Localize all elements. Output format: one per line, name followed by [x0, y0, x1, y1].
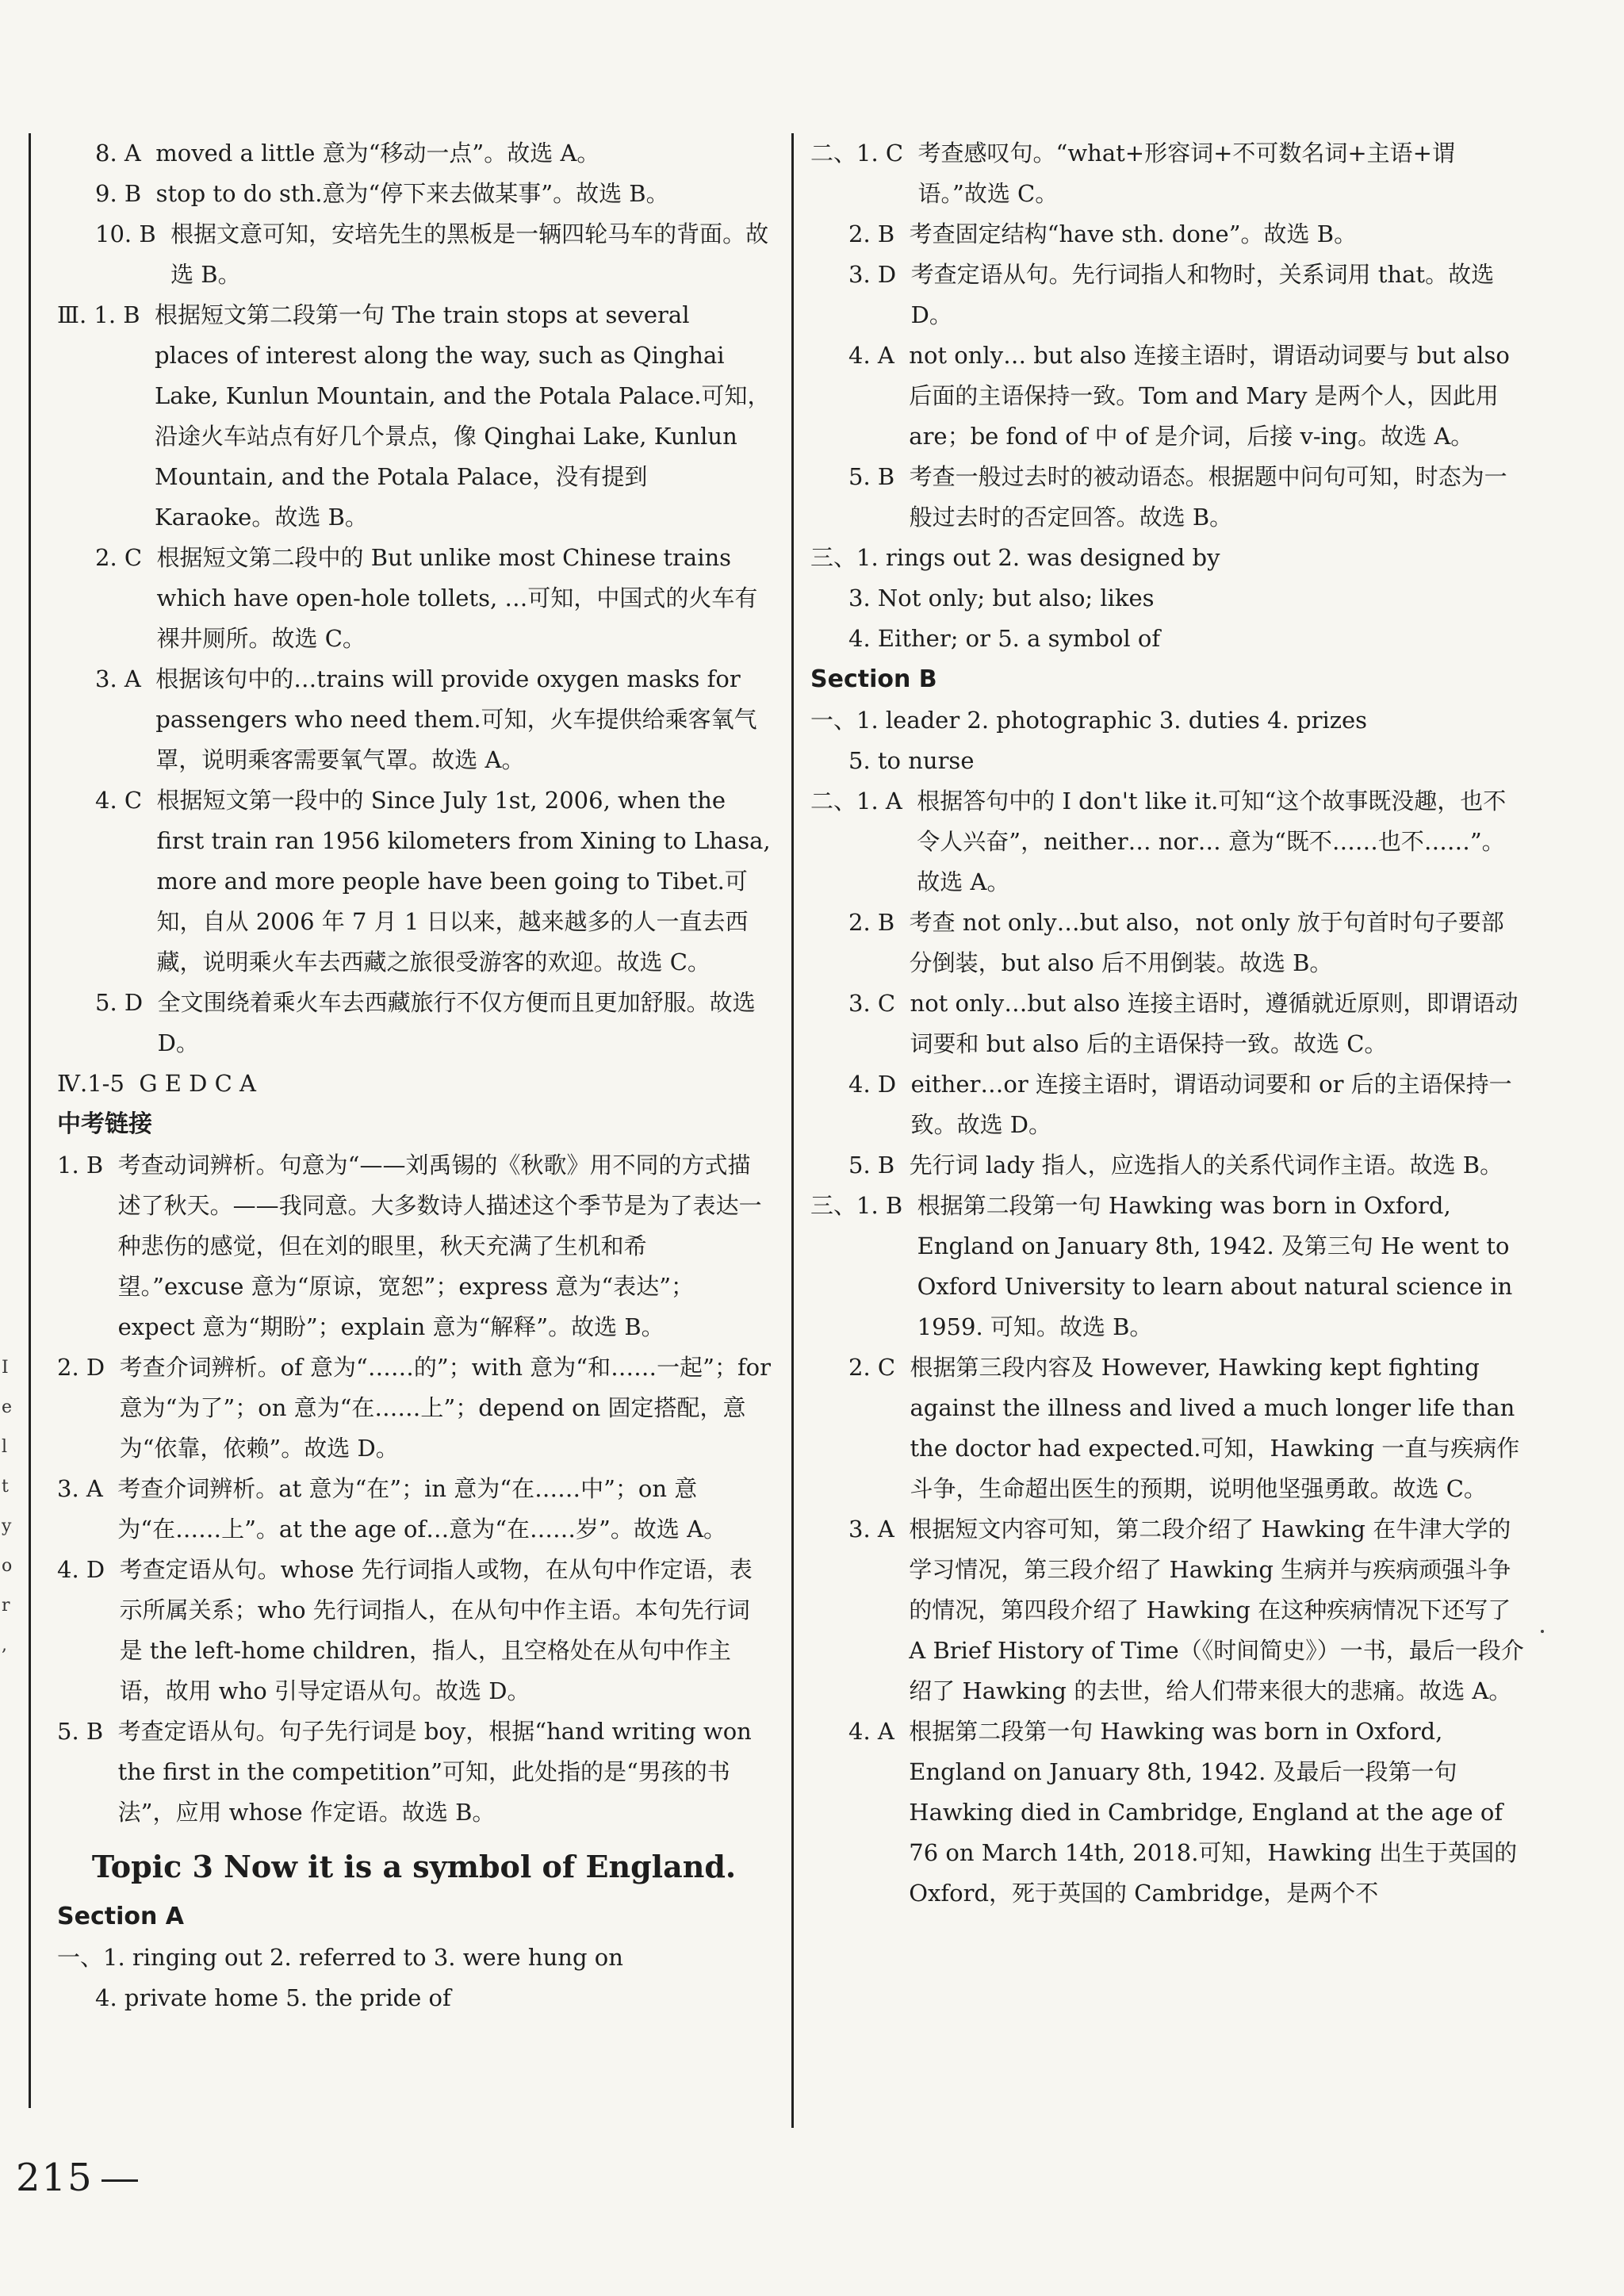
answer-number: 三、1. — [810, 544, 886, 571]
answer-item — [810, 1145, 1524, 1186]
section-heading: Section A — [57, 1903, 184, 1930]
answer-explanation: 先行词 lady 指人，应选指人的关系代词作主语。故选 B。 — [909, 1152, 1503, 1179]
answer-explanation: 根据短文第二段中的 But unlike most Chinese trains which have open-hole tollets, …可知，中国式的火车有裸井厕所。故选 C。 — [156, 544, 758, 652]
answer-explanation: moved a little 意为“移动一点”。故选 A。 — [155, 140, 600, 167]
answer-item — [810, 1186, 1524, 1347]
margin-letter: o — [2, 1556, 13, 1576]
answer-explanation: 根据第三段内容及 However, Hawking kept fighting against the illness and lived a much longer life than the doctor had expected.可知，Hawking 一直与疾病作斗争，生命超出医生的预期，说明他坚强勇敢。故选 C。 — [910, 1354, 1520, 1502]
answer-number: 2. C — [95, 544, 157, 571]
section-heading: 中考链接 — [57, 1110, 152, 1138]
answer-explanation: 考查介词辨析。of 意为“……的”；with 意为“和……一起”；for 意为“为了”；on 意为“在……上”；depend on 固定搭配，意为“依靠，依赖”。故选 D。 — [119, 1354, 771, 1462]
answer-number: 二、1. A — [810, 788, 917, 815]
answer-item — [810, 457, 1524, 538]
answer-explanation: rings out 2. was designed by — [885, 544, 1220, 571]
answer-number: 4. C — [95, 787, 157, 814]
answer-explanation: 根据第二段第一句 Hawking was born in Oxford, England on January 8th, 1942. 及第三句 He went to Oxford University to learn about natural science in 1959. 可知。故选 B。 — [917, 1192, 1513, 1340]
page-number-dash — [102, 2179, 138, 2182]
answer-explanation: 根据答句中的 I don't like it.可知“这个故事既没趣，也不令人兴奋”，neither… nor… 意为“既不……也不……”。故选 A。 — [917, 788, 1507, 895]
answer-item — [810, 619, 1524, 659]
answer-item — [810, 741, 1524, 781]
answer-number: 1. B — [57, 1152, 118, 1179]
answer-explanation: 4. private home 5. the pride of — [95, 1984, 451, 2011]
answer-number: 二、1. C — [810, 140, 918, 167]
answer-item — [810, 255, 1524, 335]
binding-margin-letters — [2, 1348, 17, 1665]
answer-explanation: 考查定语从句。句子先行词是 boy，根据“hand writing won the first in the competition”可知，此处指的是“男孩的书法”，应用 whose 作定语。故选 B。 — [117, 1718, 752, 1826]
answer-explanation: 5. to nurse — [848, 747, 975, 774]
answer-explanation: stop to do sth.意为“停下来去做某事”。故选 B。 — [155, 180, 669, 207]
answer-number: 3. A — [57, 1475, 118, 1502]
answer-number: 5. D — [95, 989, 158, 1016]
answer-explanation: 考查动词辨析。句意为“——刘禹锡的《秋歌》用不同的方式描述了秋天。——我同意。大多数诗人描述这个季节是为了表达一种悲伤的感觉，但在刘的眼里，秋天充满了生机和希望。”excuse 意为“原谅，宽恕”；express 意为“表达”；expect 意为“期盼”；explain 意为“解释”。故选 B。 — [117, 1152, 762, 1340]
answer-item — [810, 1509, 1524, 1711]
answer-explanation: ringing out 2. referred to 3. were hung on — [132, 1944, 623, 1971]
answer-number: 2. C — [848, 1354, 910, 1381]
margin-letter: y — [2, 1516, 12, 1536]
left-margin-rule — [29, 133, 31, 2108]
answer-item — [57, 1064, 771, 1104]
answer-number: 3. A — [848, 1516, 910, 1543]
answer-item — [57, 1145, 771, 1347]
answer-number: 4. D — [57, 1556, 120, 1583]
answer-item — [57, 133, 771, 174]
answer-explanation: 全文围绕着乘火车去西藏旅行不仅方便而且更加舒服。故选 D。 — [157, 989, 756, 1056]
answer-item — [810, 903, 1524, 983]
stray-dot — [1541, 1630, 1544, 1633]
answer-explanation: 根据短文第一段中的 Since July 1st, 2006, when the first train ran 1956 kilometers from Xining to Lhasa, more and more people have been going to Tibet.可知，自从 2006 年 7 月 1 日以来，越来越多的人一直去西藏，说明乘火车去西藏之旅很受游客的欢迎。故选 C。 — [156, 787, 771, 976]
answer-explanation: 根据该句中的…trains will provide oxygen masks for passengers who need them.可知，火车提供给乘客氧气罩，说明乘客需要氧气罩。故选 A。 — [155, 665, 757, 773]
answer-item — [57, 1550, 771, 1711]
answer-number: 2. D — [57, 1354, 120, 1381]
answer-number: 一、1. — [57, 1944, 132, 1971]
answer-number: 8. A — [95, 140, 156, 167]
answer-item — [57, 1711, 771, 1833]
answer-number: 10. B — [95, 220, 171, 247]
answer-item — [810, 781, 1524, 903]
answer-number: 2. B — [848, 909, 910, 936]
margin-letter: , — [2, 1635, 7, 1655]
column-divider — [791, 133, 794, 2128]
answer-explanation: 根据文意可知，安培先生的黑板是一辆四轮马车的背面。故选 B。 — [170, 220, 769, 288]
answer-item — [810, 1711, 1524, 1914]
answer-number: 4. A — [848, 342, 910, 369]
answer-number: Ⅲ. 1. B — [57, 301, 155, 328]
margin-letter: e — [2, 1397, 13, 1417]
right-column — [810, 133, 1524, 1914]
answer-item — [57, 174, 771, 214]
answer-explanation: 考查定语从句。先行词指人和物时，关系词用 that。故选 D。 — [910, 261, 1495, 328]
answer-number: 一、1. — [810, 707, 886, 734]
answer-explanation: 根据短文第二段第一句 The train stops at several places of interest along the way, such as Qinghai Lake, Kunlun Mountain, and the Potala Palace.可知，沿途火车站点有好几个景点，像 Qinghai Lake, Kunlun Mountain, and the Potala Palace，没有提到 Karaoke。故选 B。 — [155, 301, 771, 531]
answer-explanation: 4. Either; or 5. a symbol of — [848, 625, 1161, 652]
answer-number: 3. A — [95, 665, 156, 692]
margin-letter: r — [2, 1596, 10, 1616]
answer-item — [810, 983, 1524, 1064]
answer-item — [810, 1347, 1524, 1509]
answer-explanation: not only…but also 连接主语时，遵循就近原则，即谓语动词要和 but also 后的主语保持一致。故选 C。 — [910, 990, 1519, 1057]
answer-explanation: 考查介词辨析。at 意为“在”；in 意为“在……中”；on 意为“在……上”。at the age of…意为“在……岁”。故选 A。 — [117, 1475, 727, 1543]
answer-item — [57, 295, 771, 538]
answer-explanation: 考查定语从句。whose 先行词指人或物，在从句中作定语，表示所属关系；who 先行词指人，在从句中作主语。本句先行词是 the left-home children，指人，且空格处在从句中作主语，故用 who 引导定语从句。故选 D。 — [119, 1556, 753, 1704]
answer-item — [810, 578, 1524, 619]
answer-item — [810, 133, 1524, 214]
answer-number: 9. B — [95, 180, 156, 207]
answer-explanation: 根据短文内容可知，第二段介绍了 Hawking 在牛津大学的学习情况，第三段介绍了 Hawking 生病并与疾病顽强斗争的情况，第四段介绍了 Hawking 在这种疾病情况下还写了 A Brief History of Time（《时间简史》）一书，最后一段介绍了 Hawking 的去世，给人们带来很大的悲痛。故选 A。 — [909, 1516, 1524, 1704]
answer-number: Ⅳ.1-5 — [57, 1070, 140, 1097]
answer-item — [57, 659, 771, 780]
answer-number: 3. C — [848, 990, 910, 1017]
answer-number: 3. D — [848, 261, 911, 288]
section-heading: Section B — [810, 665, 937, 693]
left-column — [57, 133, 771, 2018]
answer-number: 4. A — [848, 1718, 910, 1745]
answer-explanation: 考查感叹句。“what+形容词+不可数名词+主语+谓语。”故选 C。 — [917, 140, 1455, 207]
answer-number: 三、1. B — [810, 1192, 917, 1219]
answer-explanation: either…or 连接主语时，谓语动词要和 or 后的主语保持一致。故选 D。 — [910, 1071, 1512, 1138]
answer-explanation: 3. Not only; but also; likes — [848, 585, 1155, 611]
answer-item — [810, 1064, 1524, 1145]
page-number: 215 — [16, 2156, 94, 2200]
answer-item — [810, 214, 1524, 255]
answer-item — [57, 538, 771, 659]
answer-item — [57, 1469, 771, 1550]
answer-explanation: 考查固定结构“have sth. done”。故选 B。 — [909, 220, 1358, 247]
answer-item — [57, 1347, 771, 1469]
topic-title: Topic 3 Now it is a symbol of England. — [91, 1849, 737, 1884]
answer-explanation: G E D C A — [139, 1070, 256, 1097]
margin-letter: I — [2, 1358, 9, 1378]
answer-item — [810, 538, 1524, 578]
answer-number: 5. B — [848, 463, 910, 490]
answer-explanation: leader 2. photographic 3. duties 4. prizes — [885, 707, 1368, 734]
answer-explanation: not only… but also 连接主语时，谓语动词要与 but also 后面的主语保持一致。Tom and Mary 是两个人，因此用 are；be fond of 中 of 是介词，后接 v-ing。故选 A。 — [909, 342, 1510, 450]
answer-item — [57, 214, 771, 295]
answer-item — [57, 1938, 771, 1978]
margin-letter: l — [2, 1437, 8, 1457]
answer-explanation: 考查 not only…but also，not only 放于句首时句子要部分倒装，but also 后不用倒装。故选 B。 — [909, 909, 1504, 976]
answer-number: 4. D — [848, 1071, 911, 1098]
answer-item — [57, 1978, 771, 2018]
answer-number: 2. B — [848, 220, 910, 247]
answer-item — [810, 700, 1524, 741]
answer-number: 5. B — [57, 1718, 118, 1745]
margin-letter: t — [2, 1477, 9, 1497]
answer-item — [57, 983, 771, 1064]
answer-item — [810, 335, 1524, 457]
answer-number: 5. B — [848, 1152, 910, 1179]
answer-explanation: 根据第二段第一句 Hawking was born in Oxford, England on January 8th, 1942. 及最后一段第一句 Hawking died in Cambridge, England at the age of 76 on March 14th, 2018.可知，Hawking 出生于英国的 Oxford，死于英国的 Cambridge，是两个不 — [909, 1718, 1518, 1907]
answer-item — [57, 780, 771, 983]
answer-explanation: 考查一般过去时的被动语态。根据题中问句可知，时态为一般过去时的否定回答。故选 B。 — [909, 463, 1507, 531]
